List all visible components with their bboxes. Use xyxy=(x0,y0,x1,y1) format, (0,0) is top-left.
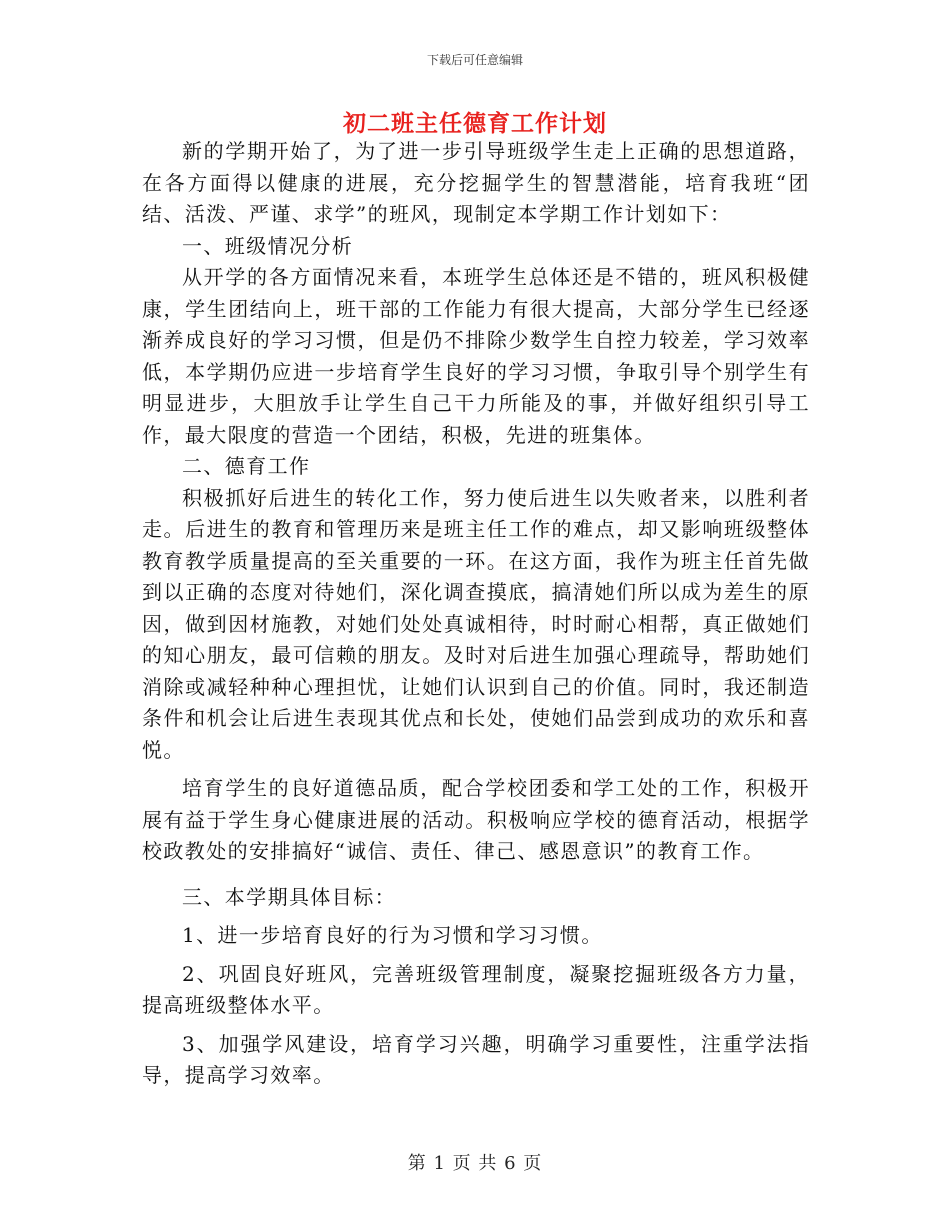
goal-item-2: 2、巩固良好班风，完善班级管理制度，凝聚挖掘班级各方力量，提高班级整体水平。 xyxy=(142,961,810,1017)
document-title: 初二班主任德育工作计划 xyxy=(343,110,607,137)
document-body xyxy=(142,136,810,1092)
paragraph-underachievers: 积极抓好后进生的转化工作，努力使后进生以失败者来，以胜利者走。后进生的教育和管理历来是班主任工作的难点，却又影响班级整体教育教学质量提高的至关重要的一环。在这方面，我作为班主任首先做到以正确的态度对待她们，深化调查摸底，搞清她们所以成为差生的原因，做到因材施教，对她们处处真诚相待，时时耐心相帮，真正做她们的知心朋友，最可信赖的朋友。及时对后进生加强心理疏导，帮助她们消除或减轻种种心理担忧，让她们认识到自己的价值。同时，我还制造条件和机会让后进生表现其优点和长处，使她们品尝到成功的欢乐和喜悦。 xyxy=(142,485,810,762)
paragraph-intro: 新的学期开始了，为了进一步引导班级学生走上正确的思想道路，在各方面得以健康的进展，充分挖掘学生的智慧潜能，培育我班“团结、活泼、严谨、求学”的班风，现制定本学期工作计划如下： xyxy=(142,139,810,226)
section-heading-goals: 三、本学期具体目标： xyxy=(182,884,396,909)
section-heading-moral-education: 二、德育工作 xyxy=(182,454,311,478)
paragraph-class-analysis: 从开学的各方面情况来看，本班学生总体还是不错的，班风积极健康，学生团结向上，班干部的工作能力有很大提高，大部分学生已经逐渐养成良好的学习习惯，但是仍不排除少数学生自控力较差，学习效率低，本学期仍应进一步培育学生良好的学习习惯，争取引导个别学生有明显进步，大胆放手让学生自己干力所能及的事，并做好组织引导工作，最大限度的营造一个团结，积极，先进的班集体。 xyxy=(142,265,810,447)
page-header: 下载后可任意编辑 xyxy=(426,53,523,67)
goal-item-3: 3、加强学风建设，培育学习兴趣，明确学习重要性，注重学法指导，提高学习效率。 xyxy=(142,1031,810,1087)
page-number-footer: 第 1 页 共 6 页 xyxy=(407,1153,543,1174)
section-heading-class-analysis: 一、班级情况分析 xyxy=(182,233,354,258)
paragraph-moral-quality: 培育学生的良好道德品质，配合学校团委和学工处的工作，积极开展有益于学生身心健康进展的活动。积极响应学校的德育活动，根据学校政教处的安排搞好“诚信、责任、律己、感恩意识”的教育工作。 xyxy=(142,776,810,863)
goal-item-1: 1、进一步培育良好的行为习惯和学习习惯。 xyxy=(182,923,603,947)
